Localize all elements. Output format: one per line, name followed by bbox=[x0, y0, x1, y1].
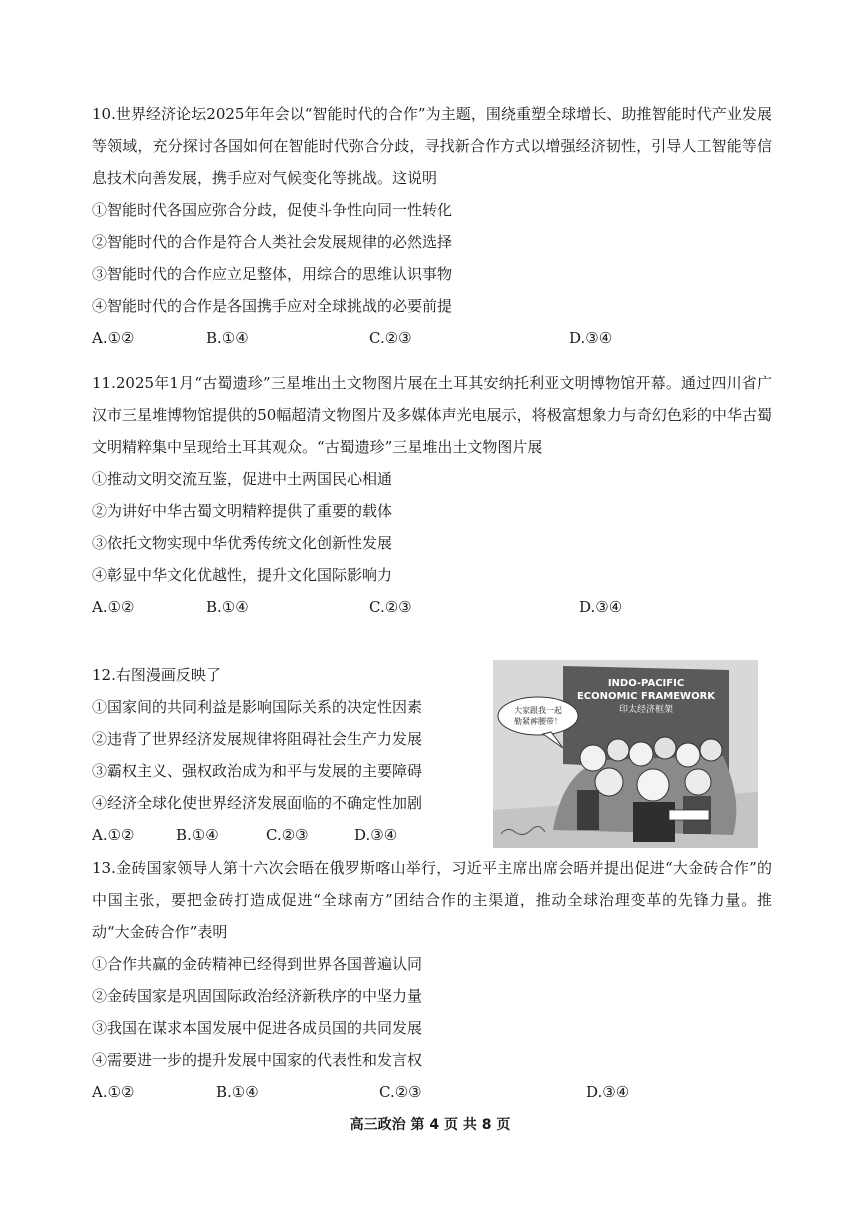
bubble-text-2: 勒紧裤腰带！ bbox=[514, 717, 562, 726]
question-stem: 10.世界经济论坛2025年年会以“智能时代的合作”为主题，围绕重塑全球增长、助推智能时代产业发展等领域，充分探讨各国如何在智能时代弥合分歧，寻找新合作方式以增强经济韧性，引导人工智能等信息技术向善发展，携手应对气候变化等挑战。这说明 bbox=[92, 105, 772, 187]
question-13 bbox=[92, 852, 772, 1108]
cartoon-drawing bbox=[493, 660, 758, 848]
sign-text-1: INDO-PACIFIC bbox=[607, 678, 685, 689]
option-item: ④经济全球化使世界经济发展面临的不确定性加剧 bbox=[92, 794, 423, 812]
speech-bubble bbox=[498, 697, 578, 735]
choice-d: D.③④ bbox=[354, 826, 398, 844]
question-11 bbox=[92, 367, 772, 623]
choice-b: B.①④ bbox=[206, 329, 249, 347]
choice-d: D.③④ bbox=[569, 329, 613, 347]
option-item: ①合作共赢的金砖精神已经得到世界各国普遍认同 bbox=[92, 955, 423, 973]
choice-c: C.②③ bbox=[266, 826, 309, 844]
choice-b: B.①④ bbox=[206, 598, 249, 616]
choice-d: D.③④ bbox=[579, 598, 623, 616]
choice-b: B.①④ bbox=[216, 1083, 259, 1101]
option-item: ④彰显中华文化优越性，提升文化国际影响力 bbox=[92, 566, 393, 584]
option-item: ③霸权主义、强权政治成为和平与发展的主要障碍 bbox=[92, 762, 423, 780]
answer-choices bbox=[92, 591, 772, 623]
choice-c: C.②③ bbox=[379, 1083, 422, 1101]
option-item: ④需要进一步的提升发展中国家的代表性和发言权 bbox=[92, 1051, 423, 1069]
question-stem: 13.金砖国家领导人第十六次会晤在俄罗斯喀山举行，习近平主席出席会晤并提出促进“大金砖合作”的中国主张，要把金砖打造成促进“全球南方”团结合作的主渠道，推动全球治理变革的先锋力量。推动“大金砖合作”表明 bbox=[92, 859, 772, 941]
option-item: ③依托文物实现中华优秀传统文化创新性发展 bbox=[92, 534, 393, 552]
answer-choices bbox=[92, 322, 772, 354]
option-item: ②违背了世界经济发展规律将阻碍社会生产力发展 bbox=[92, 730, 423, 748]
choice-b: B.①④ bbox=[176, 826, 219, 844]
question-stem: 12.右图漫画反映了 bbox=[92, 666, 221, 684]
choice-c: C.②③ bbox=[369, 598, 412, 616]
option-item: ②为讲好中华古蜀文明精粹提供了重要的载体 bbox=[92, 502, 393, 520]
option-item: ③我国在谋求本国发展中促进各成员国的共同发展 bbox=[92, 1019, 423, 1037]
option-item: ②智能时代的合作是符合人类社会发展规律的必然选择 bbox=[92, 233, 453, 251]
option-item: ①智能时代各国应弥合分歧，促使斗争性向同一性转化 bbox=[92, 201, 453, 219]
choice-a: A.①② bbox=[92, 598, 135, 616]
answer-choices bbox=[92, 1076, 772, 1108]
option-item: ①国家间的共同利益是影响国际关系的决定性因素 bbox=[92, 698, 423, 716]
choice-d: D.③④ bbox=[586, 1083, 630, 1101]
option-item: ①推动文明交流互鉴，促进中土两国民心相通 bbox=[92, 470, 393, 488]
cartoon-illustration bbox=[493, 660, 758, 848]
sign-text-2: ECONOMIC FRAMEWORK bbox=[576, 691, 716, 702]
bubble-text-1: 大家跟我一起 bbox=[514, 706, 562, 715]
question-stem: 11.2025年1月“古蜀遗珍”三星堆出土文物图片展在土耳其安纳托利亚文明博物馆开幕。通过四川省广汉市三星堆博物馆提供的50幅超清文物图片及多媒体声光电展示，将极富想象力与奇幻色彩的中华古蜀文明精粹集中呈现给土耳其观众。“古蜀遗珍”三星堆出土文物图片展 bbox=[92, 374, 772, 456]
option-item: ②金砖国家是巩固国际政治经济新秩序的中坚力量 bbox=[92, 987, 423, 1005]
page-footer: 高三政治 第 4 页 共 8 页 bbox=[349, 1117, 511, 1133]
question-10 bbox=[92, 98, 772, 354]
option-item: ③智能时代的合作应立足整体，用综合的思维认识事物 bbox=[92, 265, 453, 283]
choice-a: A.①② bbox=[92, 329, 135, 347]
choice-a: A.①② bbox=[92, 1083, 135, 1101]
choice-a: A.①② bbox=[92, 826, 135, 844]
choice-c: C.②③ bbox=[369, 329, 412, 347]
sign-text-3: 印太经济框架 bbox=[618, 705, 674, 715]
option-item: ④智能时代的合作是各国携手应对全球挑战的必要前提 bbox=[92, 297, 453, 315]
